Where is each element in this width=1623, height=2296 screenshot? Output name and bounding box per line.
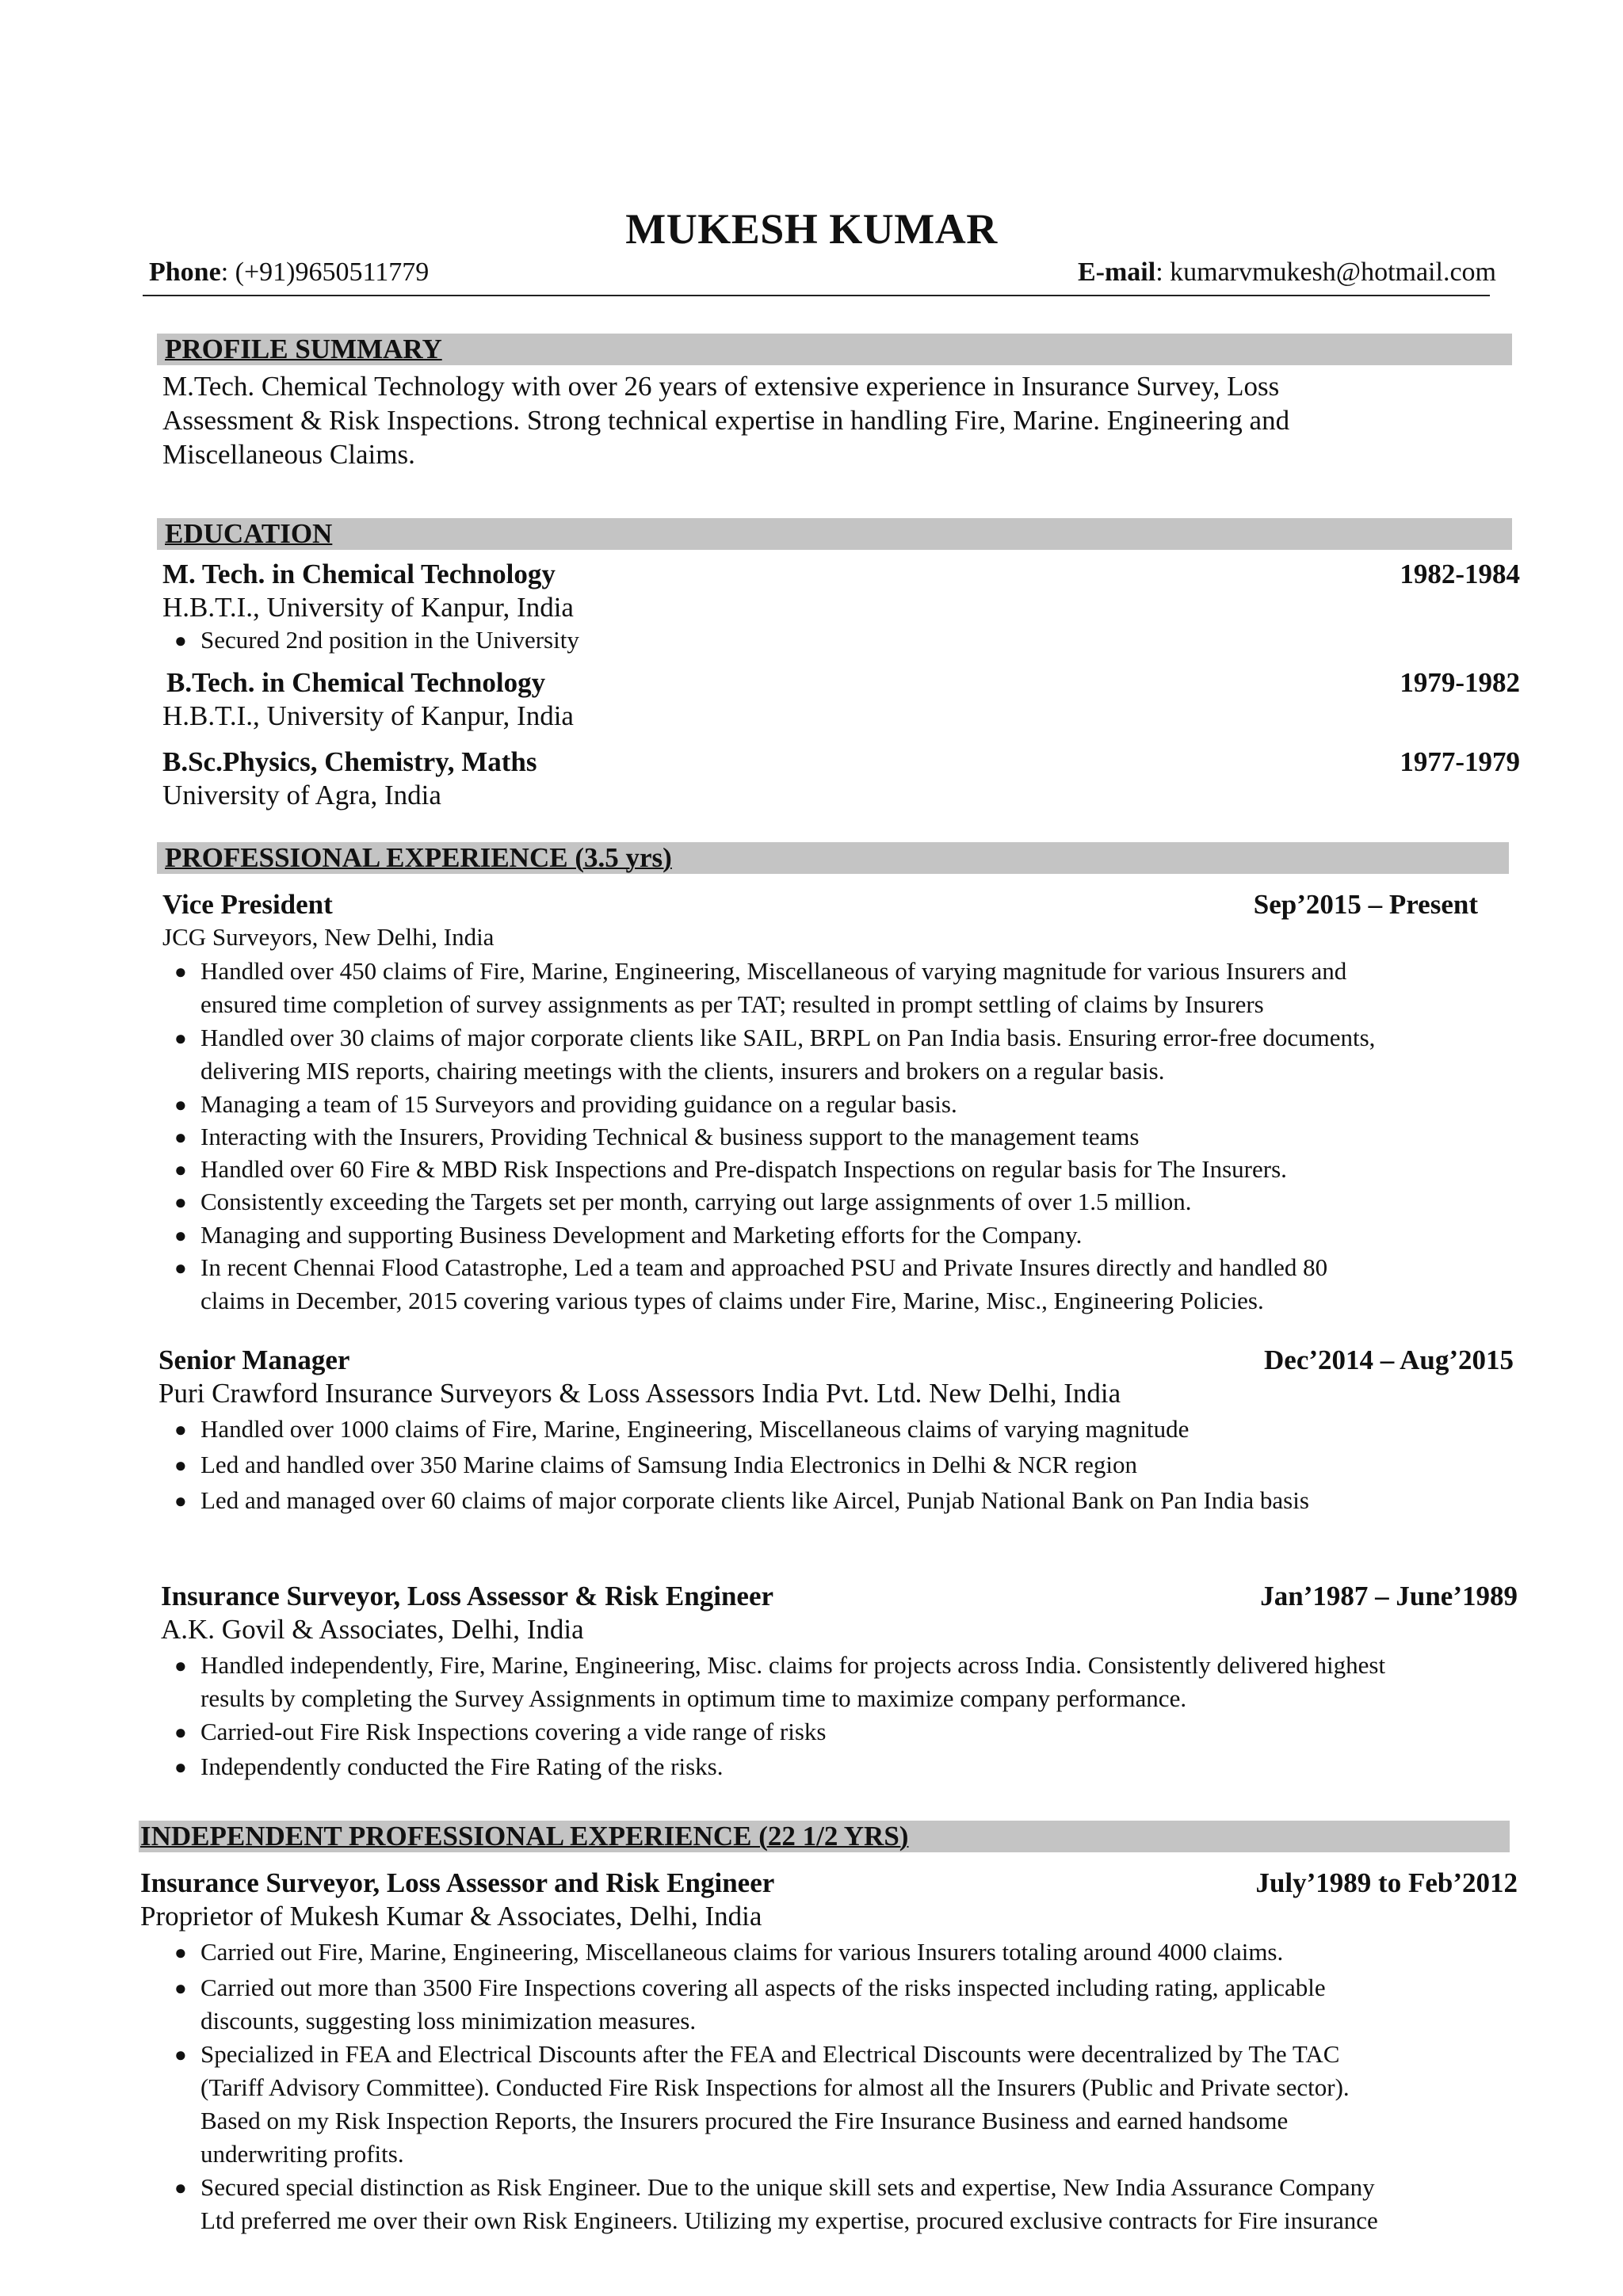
bullet-icon: ● (174, 1126, 187, 1149)
job-dates: Dec’2014 – Aug’2015 (1264, 1344, 1514, 1375)
candidate-name: MUKESH KUMAR (625, 205, 998, 253)
education-years: 1977-1979 (1400, 746, 1520, 777)
job-bullet-line: In recent Chennai Flood Catastrophe, Led a team and approached PSU and Private Insures directly and handled 80 (200, 1253, 1328, 1281)
job-bullet-line: delivering MIS reports, chairing meetings with the clients, insurers and brokers on a regular basis. (200, 1057, 1165, 1085)
job-company: Proprietor of Mukesh Kumar & Associates, Delhi, India (140, 1901, 762, 1932)
bullet-icon: ● (174, 1454, 187, 1477)
education-years: 1979-1982 (1400, 667, 1520, 698)
bullet-icon: ● (174, 2043, 187, 2066)
bullet-icon: ● (174, 1191, 187, 1214)
job-bullet-line: Led and managed over 60 claims of major corporate clients like Aircel, Punjab National Bank on Pan India basis (200, 1486, 1309, 1514)
email-line (1078, 257, 1496, 288)
profile-line: Assessment & Risk Inspections. Strong technical expertise in handling Fire, Marine. Engineering and (162, 405, 1290, 436)
education-note: Secured 2nd position in the University (200, 626, 579, 654)
bullet-icon: ● (174, 1027, 187, 1050)
job-bullet-line: Based on my Risk Inspection Reports, the Insurers procured the Fire Insurance Business and earned handsome (200, 2107, 1289, 2134)
job-bullet-line: Handled over 30 claims of major corporate clients like SAIL, BRPL on Pan India basis. Ensuring error-free documents, (200, 1024, 1376, 1051)
job-title: Insurance Surveyor, Loss Assessor & Risk Engineer (161, 1581, 774, 1611)
education-institution: University of Agra, India (162, 780, 441, 810)
header-divider (143, 295, 1490, 296)
job-bullet-line: Managing and supporting Business Development and Marketing efforts for the Company. (200, 1221, 1083, 1249)
job-bullet-line: underwriting profits. (200, 2140, 404, 2168)
bullet-icon: ● (174, 1654, 187, 1677)
independent-heading: INDEPENDENT PROFESSIONAL EXPERIENCE (22 1/2 YRS) (140, 1821, 909, 1852)
profile-line: Miscellaneous Claims. (162, 439, 415, 470)
bullet-icon: ● (174, 1224, 187, 1247)
job-bullet-line: discounts, suggesting loss minimization measures. (200, 2007, 697, 2035)
education-institution: H.B.T.I., University of Kanpur, India (162, 592, 574, 623)
education-years: 1982-1984 (1400, 559, 1520, 589)
phone-value: : (+91)9650511779 (220, 257, 430, 287)
job-bullet-line: Led and handled over 350 Marine claims of Samsung India Electronics in Delhi & NCR region (200, 1451, 1138, 1478)
education-heading: EDUCATION (165, 518, 333, 549)
job-bullet-line: Independently conducted the Fire Rating of the risks. (200, 1753, 724, 1780)
job-bullet-line: Ltd preferred me over their own Risk Engineers. Utilizing my expertise, procured exclusive contracts for Fire insurance (200, 2206, 1378, 2234)
bullet-icon: ● (174, 2176, 187, 2199)
job-bullet-line: Handled over 1000 claims of Fire, Marine, Engineering, Miscellaneous claims of varying magnitude (200, 1415, 1190, 1443)
job-bullet-line: ensured time completion of survey assignments as per TAT; resulted in prompt settling of claims by Insurers (200, 990, 1264, 1018)
bullet-icon: ● (174, 1158, 187, 1181)
job-dates: July’1989 to Feb’2012 (1255, 1867, 1518, 1898)
job-title: Senior Manager (158, 1344, 350, 1375)
bullet-icon: ● (174, 1093, 187, 1116)
education-heading-band (157, 518, 1512, 550)
job-company: Puri Crawford Insurance Surveyors & Loss Assessors India Pvt. Ltd. New Delhi, India (158, 1378, 1121, 1409)
job-dates: Sep’2015 – Present (1253, 889, 1478, 920)
education-degree: B.Tech. in Chemical Technology (166, 667, 546, 698)
profile-heading: PROFILE SUMMARY (165, 334, 442, 364)
job-bullet-line: Secured special distinction as Risk Engineer. Due to the unique skill sets and expertise, New India Assurance Company (200, 2173, 1375, 2201)
job-bullet-line: Carried-out Fire Risk Inspections covering a vide range of risks (200, 1718, 827, 1745)
education-institution: H.B.T.I., University of Kanpur, India (162, 700, 574, 731)
job-bullet-line: results by completing the Survey Assignments in optimum time to maximize company performance. (200, 1684, 1187, 1712)
job-bullet-line: Carried out more than 3500 Fire Inspections covering all aspects of the risks inspected including rating, applicable (200, 1974, 1326, 2001)
bullet-icon: ● (174, 1941, 187, 1964)
job-bullet-line: Interacting with the Insurers, Providing Technical & business support to the management teams (200, 1123, 1140, 1150)
education-degree: B.Sc.Physics, Chemistry, Maths (162, 746, 537, 777)
job-bullet-line: Handled over 60 Fire & MBD Risk Inspections and Pre-dispatch Inspections on regular basis for The Insurers. (200, 1155, 1287, 1183)
job-bullet-line: Specialized in FEA and Electrical Discounts after the FEA and Electrical Discounts were decentralized by The TAC (200, 2040, 1340, 2068)
bullet-icon: ● (174, 1721, 187, 1744)
job-bullet-line: Consistently exceeding the Targets set per month, carrying out large assignments of over 1.5 million. (200, 1188, 1192, 1215)
job-bullet-line: claims in December, 2015 covering various types of claims under Fire, Marine, Misc., Engineering Policies. (200, 1287, 1264, 1314)
experience-heading: PROFESSIONAL EXPERIENCE (3.5 yrs) (165, 842, 672, 873)
bullet-icon: ● (174, 1977, 187, 2000)
education-degree: M. Tech. in Chemical Technology (162, 559, 556, 589)
job-bullet-line: Managing a team of 15 Surveyors and providing guidance on a regular basis. (200, 1090, 957, 1118)
bullet-icon: ● (174, 629, 187, 652)
job-dates: Jan’1987 – June’1989 (1260, 1581, 1518, 1611)
bullet-icon: ● (174, 1489, 187, 1512)
job-company: A.K. Govil & Associates, Delhi, India (161, 1614, 584, 1645)
bullet-icon: ● (174, 1257, 187, 1280)
job-title: Insurance Surveyor, Loss Assessor and Risk Engineer (140, 1867, 775, 1898)
bullet-icon: ● (174, 1756, 187, 1779)
email-value: : kumarvmukesh@hotmail.com (1155, 257, 1496, 287)
bullet-icon: ● (174, 1418, 187, 1441)
job-company: JCG Surveyors, New Delhi, India (162, 923, 495, 951)
job-bullet-line: Handled independently, Fire, Marine, Engineering, Misc. claims for projects across India. Consistently delivered highest (200, 1651, 1386, 1679)
job-bullet-line: Carried out Fire, Marine, Engineering, Miscellaneous claims for various Insurers totaling around 4000 claims. (200, 1938, 1284, 1966)
job-bullet-line: Handled over 450 claims of Fire, Marine, Engineering, Miscellaneous of varying magnitude for various Insurers and (200, 957, 1347, 985)
email-label: E-mail (1077, 257, 1156, 287)
profile-line: M.Tech. Chemical Technology with over 26 years of extensive experience in Insurance Survey, Loss (162, 371, 1280, 402)
phone-line (149, 257, 429, 288)
bullet-icon: ● (174, 960, 187, 983)
phone-label: Phone (149, 257, 221, 287)
job-bullet-line: (Tariff Advisory Committee). Conducted Fire Risk Inspections for almost all the Insurers (Public and Private sector). (200, 2073, 1350, 2101)
job-title: Vice President (162, 889, 333, 920)
